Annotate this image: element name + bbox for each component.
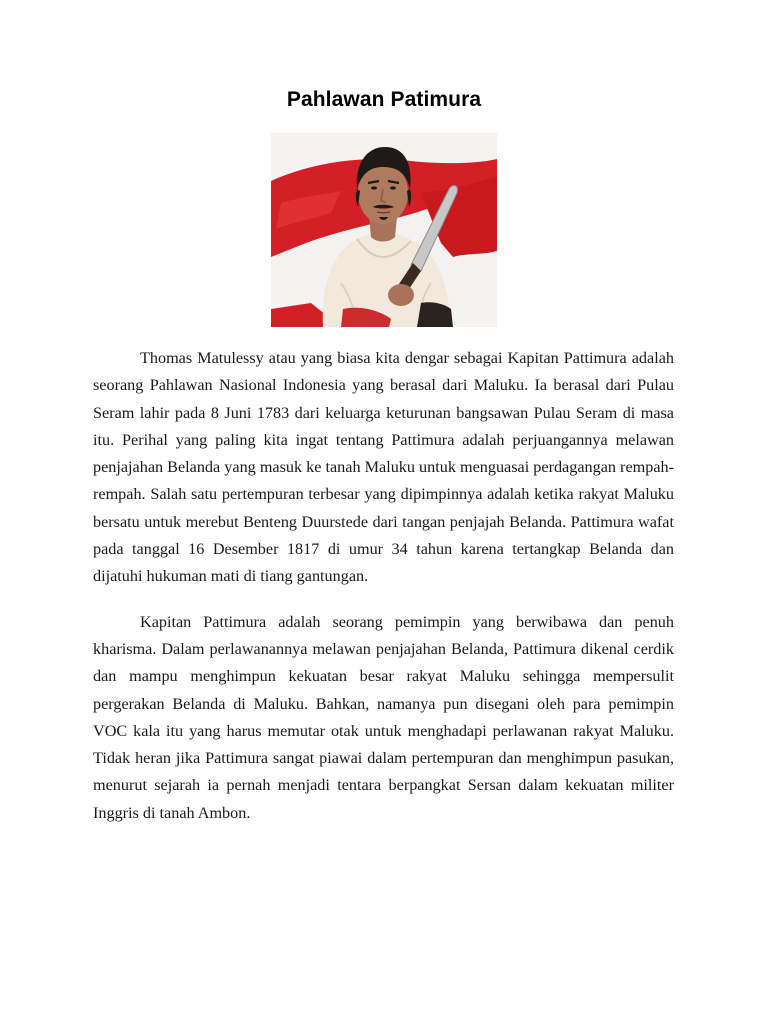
page-title: Pahlawan Patimura [286, 88, 482, 111]
portrait-illustration-icon [271, 133, 497, 327]
paragraph-1: Thomas Matulessy atau yang biasa kita dengar sebagai Kapitan Pattimura adalah seorang Pahlawan Nasional Indonesia yang berasal dari Maluku. Ia berasal dari Pulau Seram lahir pada 8 Juni 1783 dari keluarga keturunan bangsawan Pulau Seram di masa itu. Perihal yang paling kita ingat tentang Pattimura adalah perjuangannya melawan penjajahan Belanda yang masuk ke tanah Maluku untuk menguasai perdagangan rempah-rempah. Salah satu pertempuran terbesar yang dipimpinnya adalah ketika rakyat Maluku bersatu untuk merebut Benteng Duurstede dari tangan penjajah Belanda. Pattimura wafat pada tanggal 16 Desember 1817 di umur 34 tahun karena tertangkap Belanda dan dijatuhi hukuman mati di tiang gantungan. [93, 349, 674, 586]
paragraph-2: Kapitan Pattimura adalah seorang pemimpin yang berwibawa dan penuh kharisma. Dalam perlawanannya melawan penjajahan Belanda, Pattimura dikenal cerdik dan mampu menghimpun kekuatan besar rakyat Maluku sehingga mempersulit pergerakan Belanda di Maluku. Bahkan, namanya pun disegani oleh para pemimpin VOC kala itu yang harus memutar otak untuk menghadapi perlawanan rakyat Maluku. Tidak heran jika Pattimura sangat piawai dalam pertempuran dan menghimpun pasukan, menurut sejarah ia pernah menjadi tentara berpangkat Sersan dalam kekuatan militer Inggris di tanah Ambon. [93, 612, 674, 822]
portrait-image [271, 133, 497, 327]
article-body [93, 345, 674, 845]
